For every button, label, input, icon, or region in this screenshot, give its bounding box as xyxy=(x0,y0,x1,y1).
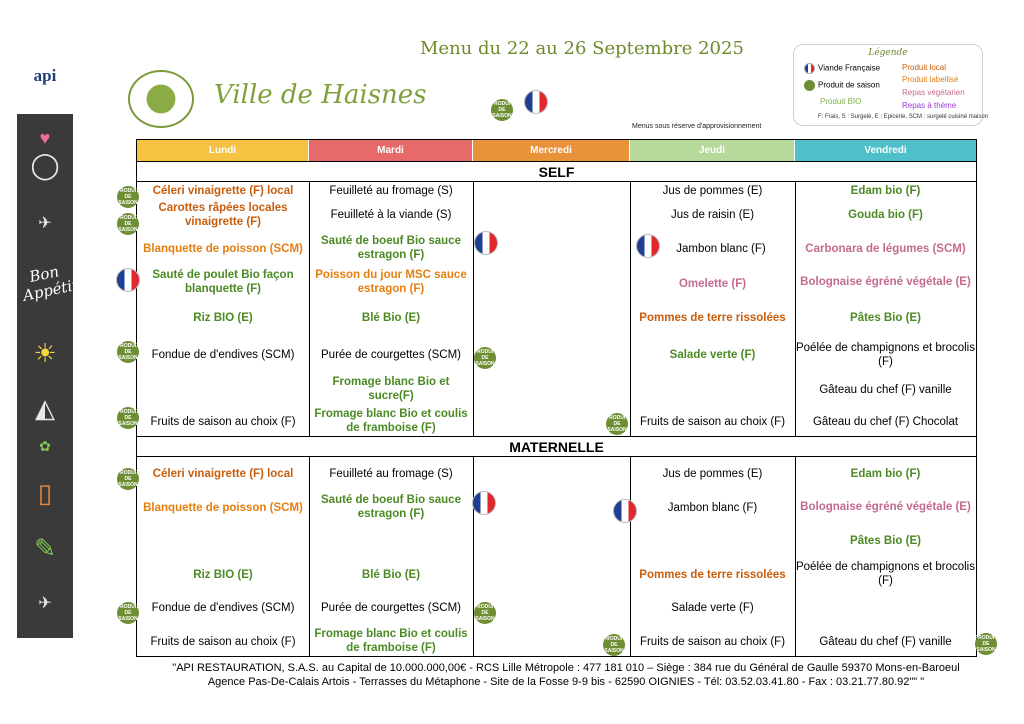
self-mardi-item: Sauté de boeuf Bio sauce estragon (F) xyxy=(321,235,461,261)
season-badge-icon: PRODUIT DE SAISON xyxy=(605,415,629,433)
season-badge-icon: PRODUIT DE SAISON xyxy=(602,636,626,654)
section-title-maternelle: MATERNELLE xyxy=(137,436,976,457)
legend-item-label: Produit labellisé xyxy=(902,75,959,84)
self-jeudi-item: Fruits de saison au choix (F) xyxy=(639,415,786,428)
decorative-side-band xyxy=(17,38,80,638)
maternelle-jeudi-item: Salade verte (F) xyxy=(671,601,754,614)
season-badge-icon: PRODUIT DE SAISON xyxy=(116,470,140,488)
maternelle-mardi-item: Sauté de boeuf Bio sauce estragon (F) xyxy=(321,494,461,520)
french-flag-icon xyxy=(804,63,815,74)
legend-item-french-meat: Viande Française xyxy=(804,63,880,74)
self-mardi-item: Feuilleté au fromage (S) xyxy=(329,184,453,197)
season-badge-icon: PRODUIT DE SAISON xyxy=(116,215,140,233)
french-flag-icon xyxy=(613,499,637,528)
drink-icon: ▯ xyxy=(37,478,53,508)
section-title-self: SELF xyxy=(137,161,976,182)
legend-title: Légende xyxy=(868,48,908,58)
self-lundi-item: Céleri vinaigrette (F) local xyxy=(152,184,294,197)
heart-icon: ♥ xyxy=(39,128,51,148)
french-flag-icon xyxy=(474,231,498,260)
self-vendredi-item: Edam bio (F) xyxy=(850,184,921,197)
maternelle-lundi-item: Fondue de d'endives (SCM) xyxy=(151,601,295,614)
self-mardi-item: Fromage blanc Bio et sucre(F) xyxy=(332,376,450,402)
season-badge-icon xyxy=(804,80,815,91)
season-badge-icon: PRODUIT DE SAISON xyxy=(116,409,140,427)
french-flag-icon xyxy=(524,90,548,119)
maternelle-jeudi-item: Fruits de saison au choix (F) xyxy=(639,635,786,648)
self-jeudi-item: Jus de raisin (E) xyxy=(670,208,755,221)
maternelle-mardi-item: Fromage blanc Bio et coulis de framboise (F) xyxy=(314,628,468,654)
paper-plane-icon-2: ✈ xyxy=(38,595,52,612)
maternelle-vendredi-item: Pâtes Bio (E) xyxy=(850,534,921,547)
season-badge-icon: PRODUIT DE SAISON xyxy=(116,188,140,206)
legend-item-vegetarian: Repas végétarien xyxy=(902,88,965,97)
self-jeudi-item: Jambon blanc (F) xyxy=(676,242,766,255)
french-flag-icon xyxy=(472,491,496,520)
maternelle-mardi-item: Feuilleté au fromage (S) xyxy=(329,467,453,480)
column-header-jeudi: Jeudi xyxy=(630,140,795,161)
maternelle-jeudi-item: Jambon blanc (F) xyxy=(667,501,758,514)
self-mardi-item: Blé Bio (E) xyxy=(361,311,421,324)
legend-note: F: Frais, S : Surgelé, E : Epicerie, SCM : surgelé cuisiné maison xyxy=(818,114,989,120)
self-vendredi-item: Poélée de champignons et brocolis (F) xyxy=(795,342,975,368)
self-jeudi-item: Omelette (F) xyxy=(678,277,747,290)
legend-item-local: Produit local xyxy=(902,63,947,72)
legend-item-bio: Produit BIO xyxy=(820,97,862,106)
column-header-vendredi: Vendredi xyxy=(795,140,976,161)
reserve-note: Menus sous réserve d'approvisionnement xyxy=(632,123,762,130)
self-lundi-item: Fondue de d'endives (SCM) xyxy=(151,348,295,361)
paper-plane-icon: ✈ xyxy=(38,215,52,232)
maternelle-jeudi-item: Jus de pommes (E) xyxy=(662,467,763,480)
maternelle-lundi-item: Céleri vinaigrette (F) local xyxy=(152,467,294,480)
apple-icon: ◯ xyxy=(30,150,60,180)
self-jeudi-item: Jus de pommes (E) xyxy=(662,184,763,197)
maternelle-mardi-item: Blé Bio (E) xyxy=(361,568,421,581)
season-badge-icon: PRODUIT DE SAISON xyxy=(116,343,140,361)
self-mardi-item: Poisson du jour MSC sauce estragon (F) xyxy=(315,269,467,295)
self-lundi-item: Carottes râpées locales vinaigrette (F) xyxy=(158,202,288,228)
footer xyxy=(136,661,996,689)
pencil-icon: ✎ xyxy=(34,533,56,563)
star-icon: ✿ xyxy=(39,438,51,454)
maternelle-mardi-item: Purée de courgettes (SCM) xyxy=(321,601,461,614)
footer-line-2: Agence Pas-De-Calais Artois - Terrasses du Métaphone - Site de la Fosse 9-9 bis - 62590 OIGNIES - Tél: 03.52.03.41.80 - Fax : 03.21.77.80.92"" " xyxy=(207,676,925,688)
self-mardi-item: Purée de courgettes (SCM) xyxy=(321,348,461,361)
self-lundi-item: Sauté de poulet Bio façon blanquette (F) xyxy=(152,269,294,295)
menu-table xyxy=(136,139,977,657)
maternelle-vendredi-item: Bolognaise égréné végétale (E) xyxy=(800,501,971,513)
french-flag-icon xyxy=(116,268,140,297)
self-vendredi-item: Gouda bio (F) xyxy=(848,208,923,221)
self-mardi-item: Fromage blanc Bio et coulis de framboise (F) xyxy=(314,408,468,434)
maternelle-vendredi-item: Gâteau du chef (F) vanille xyxy=(819,635,952,648)
self-lundi-item: Riz BIO (E) xyxy=(193,311,253,324)
town-name: Ville de Haisnes xyxy=(214,80,427,110)
legend-box xyxy=(793,44,989,126)
self-jeudi-item: Salade verte (F) xyxy=(669,348,756,361)
legend-item-theme: Repas à thème xyxy=(902,101,957,110)
maternelle-vendredi-item: Poélée de champignons et brocolis (F) xyxy=(795,561,975,587)
self-jeudi-item: Pommes de terre rissolées xyxy=(639,311,786,324)
self-lundi-item: Blanquette de poisson (SCM) xyxy=(143,242,303,255)
maternelle-lundi-item: Riz BIO (E) xyxy=(193,568,253,581)
season-badge-icon: PRODUIT DE SAISON xyxy=(116,604,140,622)
self-lundi-item: Fruits de saison au choix (F) xyxy=(150,415,296,428)
self-vendredi-item: Gâteau du chef (F) vanille xyxy=(819,383,952,396)
column-header-mardi: Mardi xyxy=(309,140,473,161)
season-badge-icon: PRODUIT DE SAISON xyxy=(974,635,998,653)
season-badge-icon: PRODUIT DE SAISON xyxy=(490,101,514,119)
self-vendredi-item: Gâteau du chef (F) Chocolat xyxy=(812,415,959,428)
maternelle-jeudi-item: Pommes de terre rissolées xyxy=(639,568,786,581)
maternelle-vendredi-item: Edam bio (F) xyxy=(850,467,921,480)
self-vendredi-item: Carbonara de légumes (SCM) xyxy=(805,242,966,255)
maternelle-lundi-item: Fruits de saison au choix (F) xyxy=(150,635,296,648)
cake-icon: ◭ xyxy=(35,393,55,423)
town-seal-logo xyxy=(128,70,194,128)
french-flag-icon xyxy=(636,234,660,263)
self-mardi-item: Feuilleté à la viande (S) xyxy=(330,208,452,221)
legend-item-season: Produit de saison xyxy=(804,80,880,91)
lightbulb-icon: ☀ xyxy=(33,338,57,368)
season-badge-icon: PRODUIT DE SAISON xyxy=(473,349,497,367)
column-header-mercredi: Mercredi xyxy=(473,140,630,161)
menu-title: Menu du 22 au 26 Septembre 2025 xyxy=(420,38,744,59)
season-badge-icon: PRODUIT DE SAISON xyxy=(473,604,497,622)
bon-appetit-lettering: Bon Appétit xyxy=(21,262,80,305)
self-vendredi-item: Pâtes Bio (E) xyxy=(850,311,921,324)
maternelle-lundi-item: Blanquette de poisson (SCM) xyxy=(143,501,303,514)
column-header-lundi: Lundi xyxy=(137,140,309,161)
footer-line-1: "API RESTAURATION, S.A.S. au Capital de 10.000.000,00€ - RCS Lille Métropole : 477 181 010 – Siège : 384 rue du Général de Gaulle 59370 Mons-en-Baroeul xyxy=(172,662,960,674)
self-vendredi-item: Bolognaise égréné végétale (E) xyxy=(800,276,971,288)
api-logo: api xyxy=(17,38,73,114)
